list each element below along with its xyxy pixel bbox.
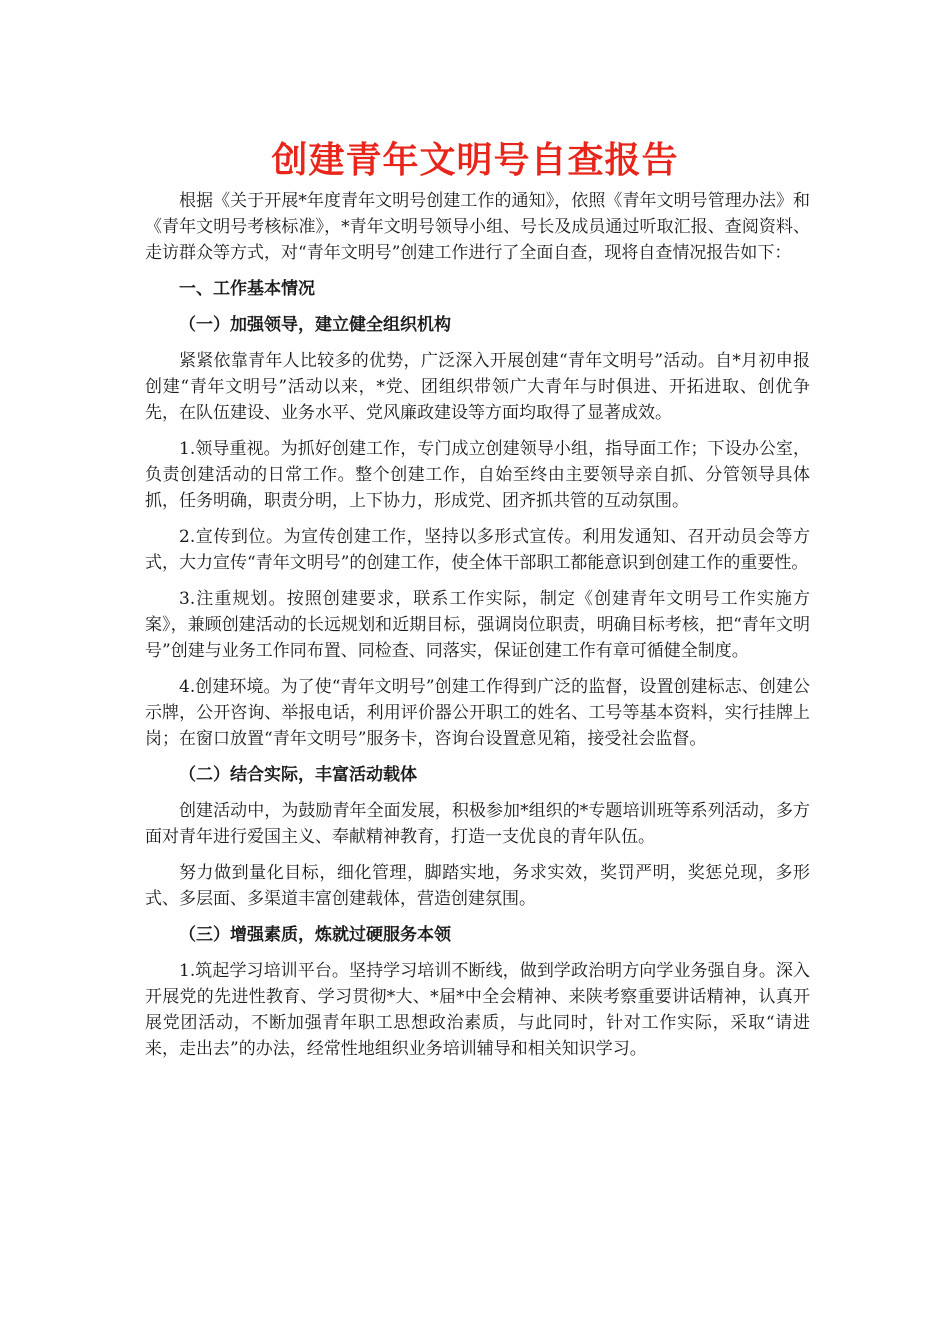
paragraph: 努力做到量化目标，细化管理，脚踏实地，务求实效，奖罚严明，奖惩兑现，多形式、多层面、多渠道丰富创建载体，营造创建氛围。 [145, 863, 810, 909]
paragraph: 3.注重规划。按照创建要求，联系工作实际，制定《创建青年文明号工作实施方案》，兼顾创建活动的长远规划和近期目标，强调岗位职责，明确目标考核，把“青年文明号”创建与业务工作同布置、同检查、同落实，保证创建工作有章可循健全制度。 [145, 589, 810, 661]
section-heading-1: 一、工作基本情况 [179, 279, 315, 299]
paragraph: 1.筑起学习培训平台。坚持学习培训不断线，做到学政治明方向学业务强自身。深入开展党的先进性教育、学习贯彻*大、*届*中全会精神、来陕考察重要讲话精神，认真开展党团活动，不断加强青年职工思想政治素质，与此同时，针对工作实际，采取“请进来，走出去”的办法，经常性地组织业务培训辅导和相关知识学习。 [145, 961, 810, 1059]
paragraph: 2.宣传到位。为宣传创建工作，坚持以多形式宣传。利用发通知、召开动员会等方式，大力宣传“青年文明号”的创建工作，使全体干部职工都能意识到创建工作的重要性。 [145, 527, 810, 573]
paragraph: 4.创建环境。为了使“青年文明号”创建工作得到广泛的监督，设置创建标志、创建公示牌，公开咨询、举报电话，利用评价器公开职工的姓名、工号等基本资料，实行挂牌上岗；在窗口放置“青年文明号”服务卡，咨询台设置意见箱，接受社会监督。 [145, 677, 810, 749]
subsection-heading-3: （三）增强素质，炼就过硬服务本领 [179, 925, 451, 945]
paragraph: 创建活动中，为鼓励青年全面发展，积极参加*组织的*专题培训班等系列活动，多方面对青年进行爱国主义、奉献精神教育，打造一支优良的青年队伍。 [145, 801, 810, 847]
paragraph: 1.领导重视。为抓好创建工作，专门成立创建领导小组，指导面工作；下设办公室，负责创建活动的日常工作。整个创建工作，自始至终由主要领导亲自抓、分管领导具体抓，任务明确，职责分明，上下协力，形成党、团齐抓共管的互动氛围。 [145, 439, 810, 511]
paragraph: 紧紧依靠青年人比较多的优势，广泛深入开展创建“青年文明号”活动。自*月初申报创建“青年文明号”活动以来，*党、团组织带领广大青年与时俱进、开拓进取、创优争先，在队伍建设、业务水平、党风廉政建设等方面均取得了显著成效。 [145, 351, 810, 423]
intro-paragraph: 根据《关于开展*年度青年文明号创建工作的通知》，依照《青年文明号管理办法》和《青年文明号考核标准》，*青年文明号领导小组、号长及成员通过听取汇报、查阅资料、走访群众等方式，对“青年文明号”创建工作进行了全面自查，现将自查情况报告如下： [145, 191, 810, 263]
document-title: 创建青年文明号自查报告 [271, 139, 679, 181]
subsection-heading-1: （一）加强领导，建立健全组织机构 [179, 315, 451, 335]
subsection-heading-2: （二）结合实际，丰富活动载体 [179, 765, 417, 785]
document-body [145, 188, 810, 1072]
